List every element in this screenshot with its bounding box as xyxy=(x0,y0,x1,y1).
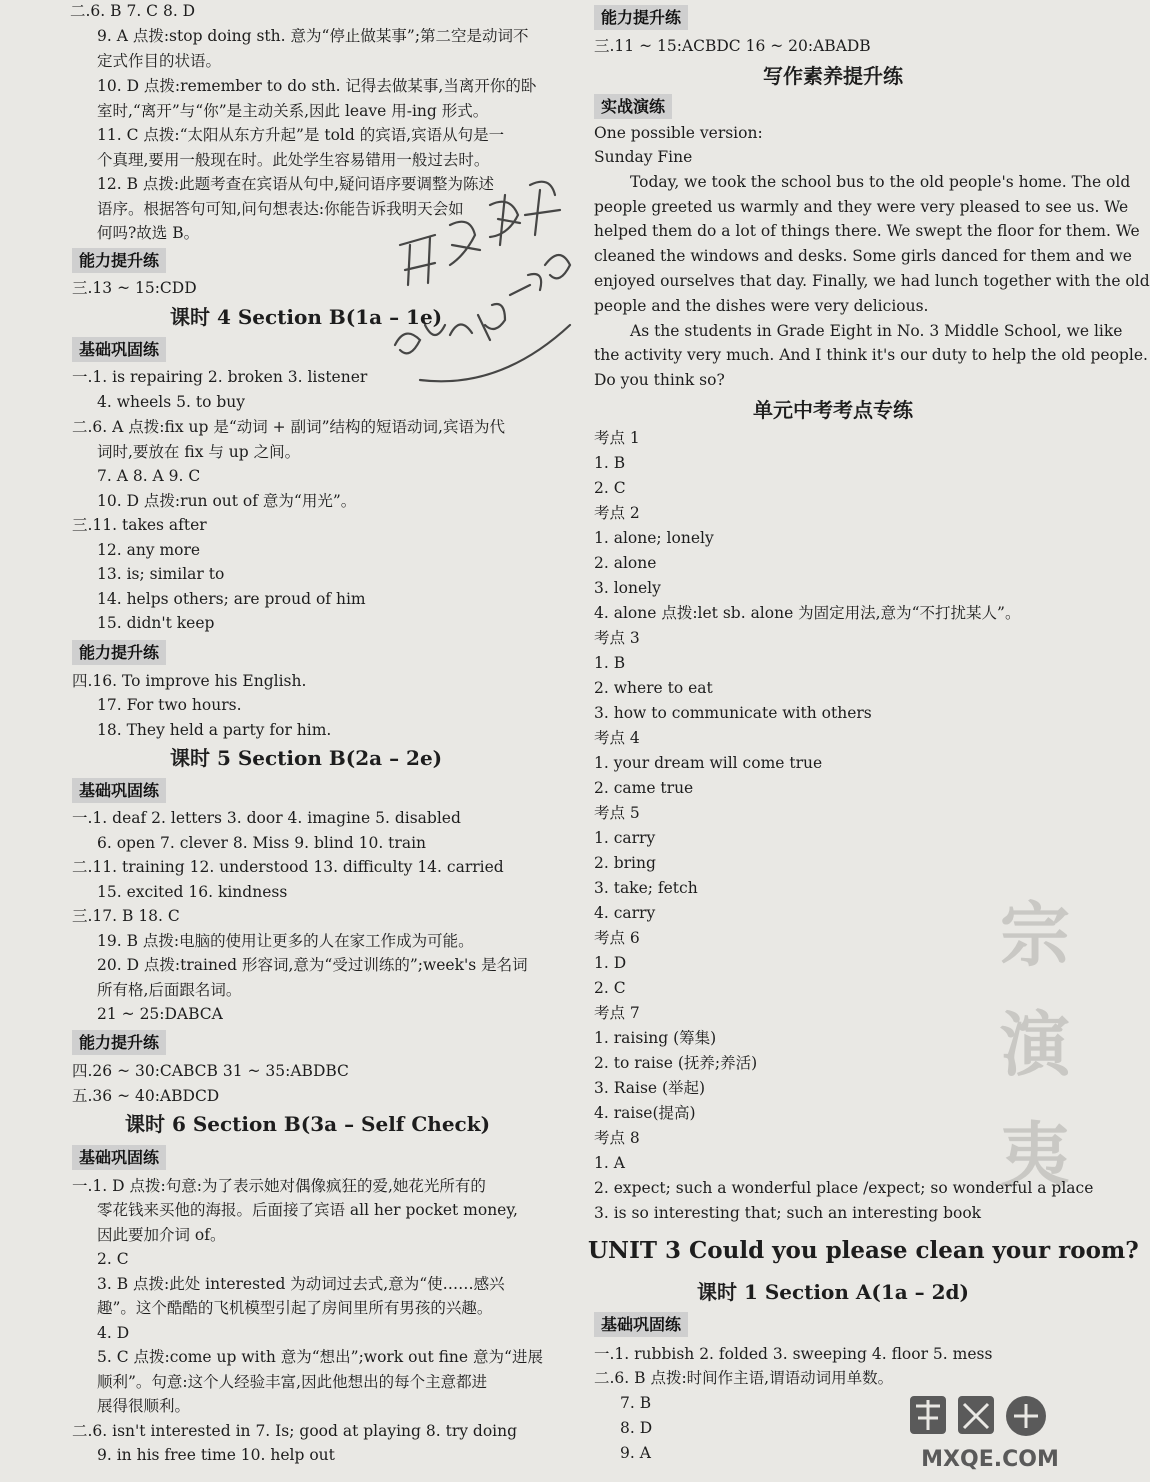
answer-line: Sunday Fine xyxy=(594,148,693,166)
answer-line: 二.6. A 点拨:fix up 是“动词 + 副词”结构的短语动词,宾语为代 xyxy=(72,418,505,436)
answer-line: 四.26 ~ 30:CABCB 31 ~ 35:ABDBC xyxy=(72,1062,349,1080)
answer-line: 3. take; fetch xyxy=(594,879,698,897)
answer-line: enjoyed ourselves that day. Finally, we had lunch together with the old xyxy=(594,272,1150,290)
answer-line: 10. D 点拨:remember to do sth. 记得去做某事,当离开你的卧 xyxy=(97,77,537,95)
answer-line: the activity very much. And I think it's our duty to help the old people. xyxy=(594,346,1148,364)
answer-line: 趣”。这个酷酷的飞机模型引起了房间里所有男孩的兴趣。 xyxy=(97,1299,493,1317)
answer-line: 2. C xyxy=(594,979,626,997)
answer-line: 二.11. training 12. understood 13. difficulty 14. carried xyxy=(72,858,504,876)
answer-line: 五.36 ~ 40:ABDCD xyxy=(72,1087,220,1105)
answer-line: 2. C xyxy=(594,479,626,497)
answer-line: 9. A 点拨:stop doing sth. 意为“停止做某事”;第二空是动词不 xyxy=(97,27,529,45)
answer-line: 1. D xyxy=(594,954,627,972)
answer-line: 零花钱来买他的海报。后面接了宾语 all her pocket money, xyxy=(97,1201,518,1219)
answer-line: 1. B xyxy=(594,454,626,472)
answer-line: 四.16. To improve his English. xyxy=(72,672,307,690)
answer-line: 2. C xyxy=(97,1250,129,1268)
answer-line: 15. didn't keep xyxy=(97,614,215,632)
answer-line: 一.1. D 点拨:句意:为了表示她对偶像疯狂的爱,她花光所有的 xyxy=(72,1177,486,1195)
answer-line: 3. how to communicate with others xyxy=(594,704,872,722)
answer-line: 7. A 8. A 9. C xyxy=(97,467,201,485)
answer-line: 二.6. isn't interested in 7. Is; good at playing 8. try doing xyxy=(72,1422,518,1440)
answer-line: Today, we took the school bus to the old people's home. The old xyxy=(630,173,1131,191)
section-tag: 基础巩固练 xyxy=(72,1145,166,1170)
answer-line: 考点 1 xyxy=(594,429,640,447)
answer-line: 一.1. rubbish 2. folded 3. sweeping 4. floor 5. mess xyxy=(594,1345,993,1363)
answer-line: 6. open 7. clever 8. Miss 9. blind 10. train xyxy=(97,834,427,852)
answer-line: 14. helps others; are proud of him xyxy=(97,590,366,608)
answer-line: 考点 4 xyxy=(594,729,640,747)
answer-line: 10. D 点拨:run out of 意为“用光”。 xyxy=(97,492,357,510)
lesson-heading: 写作素养提升练 xyxy=(763,64,903,88)
answer-line: 9. A xyxy=(620,1444,651,1462)
answer-line: 17. For two hours. xyxy=(97,696,242,714)
answer-line: 2. to raise (抚养;养活) xyxy=(594,1054,758,1072)
answer-line: 二.6. B 点拨:时间作主语,谓语动词用单数。 xyxy=(594,1369,894,1387)
answer-line: 三.11. takes after xyxy=(72,516,207,534)
answer-line: 三.17. B 18. C xyxy=(72,907,180,925)
answer-line: people and the dishes were very delicious. xyxy=(594,297,929,315)
site-logo xyxy=(900,1384,1080,1482)
answer-line: 12. B 点拨:此题考查在宾语从句中,疑问语序要调整为陈述 xyxy=(97,175,495,193)
answer-line: 语序。根据答句可知,问句想表达:你能告诉我明天会如 xyxy=(97,200,464,218)
lesson-heading: 单元中考考点专练 xyxy=(753,398,913,422)
answer-line: 考点 3 xyxy=(594,629,640,647)
answer-line: people greeted us warmly and they were very pleased to see us. We xyxy=(594,198,1129,216)
answer-line: 顺利”。句意:这个人经验丰富,因此他想出的每个主意都进 xyxy=(97,1373,488,1391)
answer-line: 1. raising (筹集) xyxy=(594,1029,717,1047)
answer-line: 词时,要放在 fix 与 up 之间。 xyxy=(97,443,301,461)
answer-line: 考点 2 xyxy=(594,504,640,522)
answer-line: 7. B xyxy=(620,1394,652,1412)
answer-line: 一.1. deaf 2. letters 3. door 4. imagine 5. disabled xyxy=(72,809,461,827)
answer-line: 考点 8 xyxy=(594,1129,640,1147)
section-tag: 能力提升练 xyxy=(72,640,166,665)
answer-line: 展得很顺利。 xyxy=(97,1397,191,1415)
answer-line: 21 ~ 25:DABCA xyxy=(97,1005,223,1023)
answer-line: 3. is so interesting that; such an interesting book xyxy=(594,1204,982,1222)
answer-line: 3. lonely xyxy=(594,579,661,597)
answer-line: 2. expect; such a wonderful place /expect; so wonderful a place xyxy=(594,1179,1094,1197)
answer-line: 19. B 点拨:电脑的使用让更多的人在家工作成为可能。 xyxy=(97,932,474,950)
answer-line: 一.1. is repairing 2. broken 3. listener xyxy=(72,368,368,386)
answer-line: 何吗?故选 B。 xyxy=(97,224,200,242)
background-glyph: 夷 xyxy=(1000,1113,1070,1196)
answer-line: helped them do a lot of things there. We swept the floor for them. We xyxy=(594,222,1140,240)
section-tag: 能力提升练 xyxy=(72,1030,166,1055)
background-glyph: 宗 xyxy=(1000,893,1070,976)
section-tag: 基础巩固练 xyxy=(594,1312,688,1337)
answer-line: 20. D 点拨:trained 形容词,意为“受过训练的”;week's 是名词 xyxy=(97,956,528,974)
answer-line: 4. carry xyxy=(594,904,656,922)
answer-line: 2. came true xyxy=(594,779,694,797)
answer-line: 9. in his free time 10. help out xyxy=(97,1446,335,1464)
section-tag: 能力提升练 xyxy=(72,248,166,273)
answer-line: 所有格,后面跟名词。 xyxy=(97,981,242,999)
answer-line: 二.6. B 7. C 8. D xyxy=(70,2,196,20)
background-glyph: 演 xyxy=(1000,1003,1070,1086)
answer-line: 3. B 点拨:此处 interested 为动词过去式,意为“使……感兴 xyxy=(97,1275,505,1293)
answer-line: 1. alone; lonely xyxy=(594,529,714,547)
answer-line: 考点 6 xyxy=(594,929,640,947)
lesson-heading: 课时 6 Section B(3a – Self Check) xyxy=(125,1112,491,1136)
answer-line: 18. They held a party for him. xyxy=(97,721,332,739)
answer-line: 12. any more xyxy=(97,541,201,559)
section-tag: 实战演练 xyxy=(594,94,672,119)
answer-line: 15. excited 16. kindness xyxy=(97,883,288,901)
answer-line: One possible version: xyxy=(594,124,763,142)
lesson-heading: 课时 4 Section B(1a – 1e) xyxy=(170,305,443,329)
answer-line: 2. alone xyxy=(594,554,657,572)
answer-line: cleaned the windows and desks. Some girls danced for them and we xyxy=(594,247,1132,265)
lesson-heading: 课时 5 Section B(2a – 2e) xyxy=(170,746,443,770)
section-tag: 基础巩固练 xyxy=(72,337,166,362)
lesson-heading: 课时 1 Section A(1a – 2d) xyxy=(696,1280,969,1304)
answer-line: 13. is; similar to xyxy=(97,565,225,583)
answer-line: Do you think so? xyxy=(594,371,725,389)
answer-line: 个真理,要用一般现在时。此处学生容易错用一般过去时。 xyxy=(97,151,490,169)
answer-line: 11. C 点拨:“太阳从东方升起”是 told 的宾语,宾语从句是一 xyxy=(97,126,505,144)
unit-heading: UNIT 3 Could you please clean your room? xyxy=(588,1237,1139,1264)
answer-line: 4. wheels 5. to buy xyxy=(97,393,246,411)
answer-line: 2. where to eat xyxy=(594,679,713,697)
answer-line: 1. B xyxy=(594,654,626,672)
answer-line: 考点 5 xyxy=(594,804,640,822)
answer-line: 因此要加介词 of。 xyxy=(97,1226,226,1244)
answer-line: 4. D xyxy=(97,1324,130,1342)
section-tag: 基础巩固练 xyxy=(72,778,166,803)
answer-line: As the students in Grade Eight in No. 3 Middle School, we like xyxy=(630,322,1123,340)
answer-line: 5. C 点拨:come up with 意为“想出”;work out fine 意为“进展 xyxy=(97,1348,543,1366)
svg-text:MXQE.COM: MXQE.COM xyxy=(921,1447,1059,1472)
answer-line: 1. your dream will come true xyxy=(594,754,823,772)
answer-line: 1. carry xyxy=(594,829,656,847)
answer-line: 三.11 ~ 15:ACBDC 16 ~ 20:ABADB xyxy=(594,37,871,55)
answer-line: 室时,“离开”与“你”是主动关系,因此 leave 用-ing 形式。 xyxy=(97,102,489,120)
answer-line: 4. alone 点拨:let sb. alone 为固定用法,意为“不打扰某人”。 xyxy=(594,604,1021,622)
answer-line: 1. A xyxy=(594,1154,625,1172)
answer-line: 考点 7 xyxy=(594,1004,640,1022)
answer-line: 3. Raise (举起) xyxy=(594,1079,706,1097)
answer-line: 4. raise(提高) xyxy=(594,1104,696,1122)
answer-line: 8. D xyxy=(620,1419,653,1437)
answer-line: 三.13 ~ 15:CDD xyxy=(72,279,197,297)
answer-line: 定式作目的状语。 xyxy=(97,52,222,70)
answer-line: 2. bring xyxy=(594,854,656,872)
section-tag: 能力提升练 xyxy=(594,5,688,30)
